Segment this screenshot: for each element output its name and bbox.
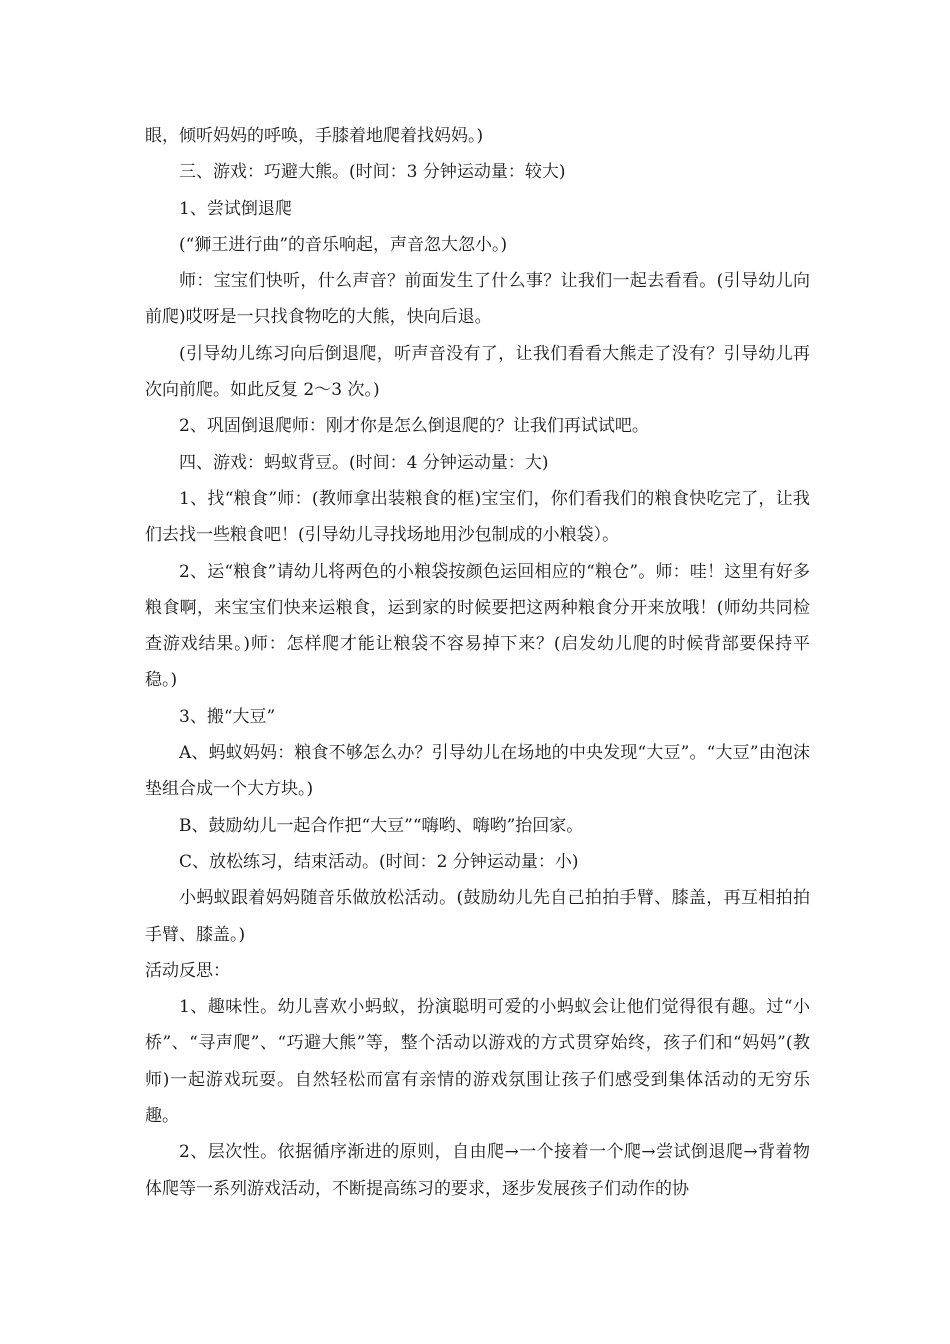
paragraph: 1、尝试倒退爬 <box>179 198 292 219</box>
paragraph: 2、层次性。依据循序渐进的原则，自由爬→一个接着一个爬→尝试倒退爬→背着物体爬等一系列游戏活动，不断提高练习的要求，逐步发展孩子们动作的协 <box>145 1142 810 1199</box>
paragraph: 眼，倾听妈妈的呼唤，手膝着地爬着找妈妈。) <box>145 126 484 146</box>
section-heading: 三、游戏：巧避大熊。(时间：3 分钟运动量：较大) <box>179 162 566 183</box>
paragraph: 小蚂蚁跟着妈妈随音乐做放松活动。(鼓励幼儿先自己拍拍手臂、膝盖，再互相拍拍手臂、膝盖。) <box>145 888 810 945</box>
paragraph: 1、找“粮食”师：(教师拿出装粮食的框)宝宝们，你们看我们的粮食快吃完了，让我们去找一些粮食吧！(引导幼儿寻找场地用沙包制成的小粮袋）。 <box>145 488 810 546</box>
paragraph: C、放松练习，结束活动。(时间：2 分钟运动量：小) <box>179 851 579 872</box>
paragraph: A、蚂蚁妈妈：粮食不够怎么办？引导幼儿在场地的中央发现“大豆”。“大豆”由泡沫垫组合成一个大方块。) <box>145 743 810 800</box>
paragraph: 师：宝宝们快听，什么声音？前面发生了什么事？让我们一起去看看。(引导幼儿向前爬)哎呀是一只找食物吃的大熊，快向后退。 <box>145 271 810 328</box>
section-heading: 四、游戏：蚂蚁背豆。(时间：4 分钟运动量：大) <box>179 452 549 473</box>
paragraph: 1、趣味性。幼儿喜欢小蚂蚁，扮演聪明可爱的小蚂蚁会让他们觉得很有趣。过“小桥”、“寻声爬”、“巧避大熊”等，整个活动以游戏的方式贯穿始终，孩子们和“妈妈”(教师)一起游戏玩耍。自然轻松而富有亲情的游戏氛围让孩子们感受到集体活动的无穷乐趣。 <box>145 997 810 1127</box>
document-body <box>145 118 810 1207</box>
paragraph: 3、搬“大豆” <box>179 706 276 727</box>
paragraph: (引导幼儿练习向后倒退爬，听声音没有了，让我们看看大熊走了没有？引导幼儿再次向前爬。如此反复 2～3 次。) <box>145 343 810 401</box>
paragraph: 2、运“粮食”请幼儿将两色的小粮袋按颜色运回相应的“粮仓”。师：哇！这里有好多粮食啊，来宝宝们快来运粮食，运到家的时候要把这两种粮食分开来放哦！(师幼共同检查游戏结果。)师：怎样爬才能让粮袋不容易掉下来？(启发幼儿爬的时候背部要保持平稳。) <box>145 561 810 691</box>
section-heading: 活动反思： <box>145 960 230 981</box>
paragraph: (“狮王进行曲”的音乐响起，声音忽大忽小。) <box>179 234 508 255</box>
paragraph: B、鼓励幼儿一起合作把“大豆”“嗨哟、嗨哟”抬回家。 <box>179 815 584 836</box>
paragraph: 2、巩固倒退爬师：刚才你是怎么倒退爬的？让我们再试试吧。 <box>179 416 649 437</box>
